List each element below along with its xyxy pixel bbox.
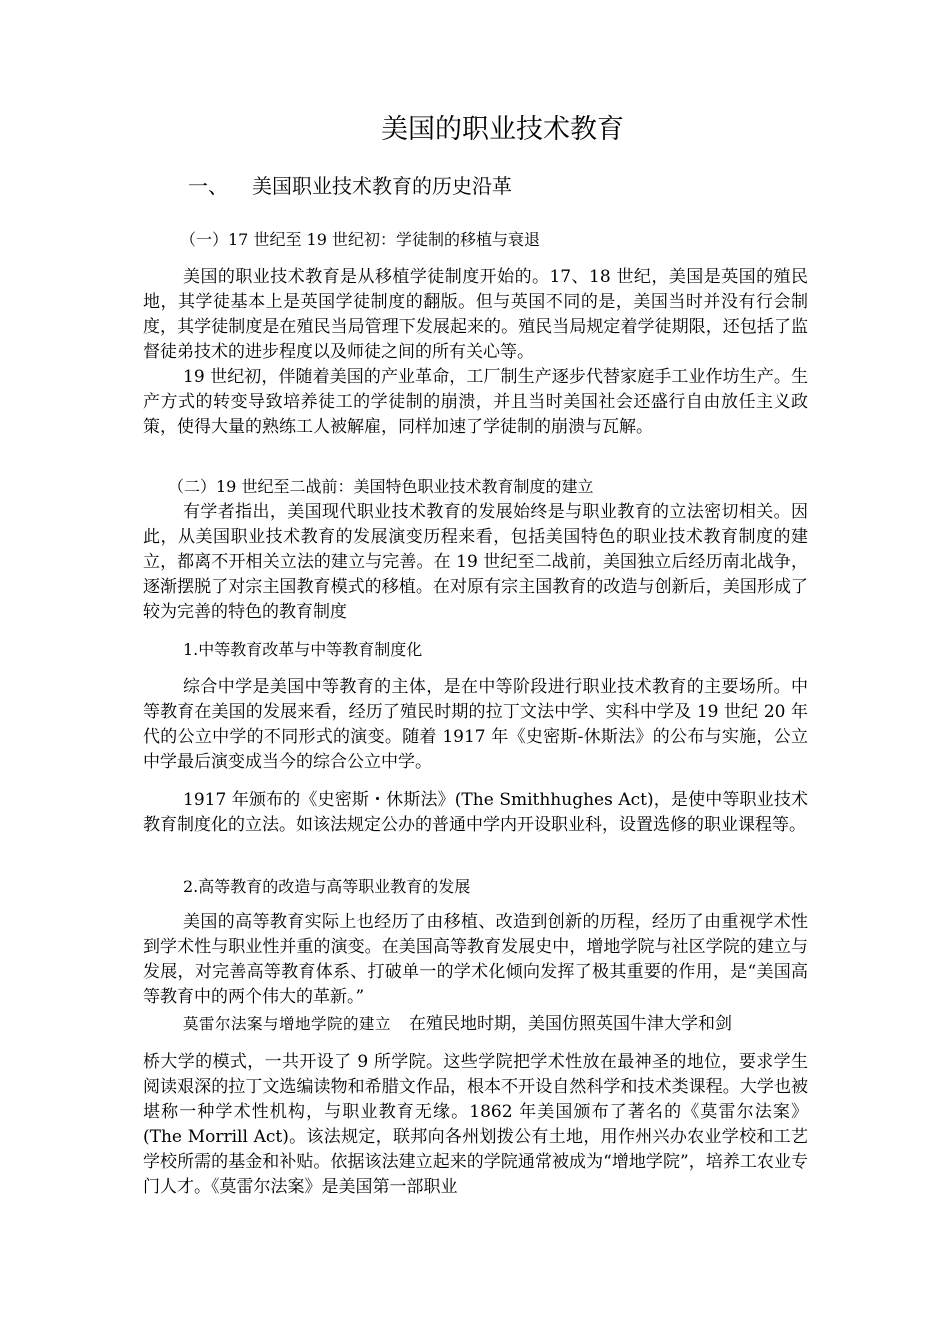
document-title: 美国的职业技术教育	[381, 114, 624, 145]
paragraph-7-lead: 在殖民地时期，美国仿照英国牛津大学和剑	[409, 1014, 733, 1034]
list-item-heading-2: 2.高等教育的改造与高等职业教育的发展	[183, 877, 471, 896]
paragraph-4: 综合中学是美国中等教育的主体，是在中等阶段进行职业技术教育的主要场所。中等教育在美国的发展来看，经历了殖民时期的拉丁文法中学、实科中学及 19 世纪 20 年代的公立中学的不同形式的演变。随着 1917 年《史密斯-休斯法》的公布与实施，公立中学最后演变成当今的综合公立中学。	[143, 677, 808, 772]
paragraph-2: 19 世纪初，伴随着美国的产业革命，工厂制生产逐步代替家庭手工业作坊生产。生产方式的转变导致培养徒工的学徒制的崩溃，并且当时美国社会还盛行自由放任主义政策，使得大量的熟练工人被解雇，同样加速了学徒制的崩溃与瓦解。	[143, 367, 808, 437]
section-heading-text: 美国职业技术教育的历史沿革	[252, 174, 512, 198]
paragraph-8: 桥大学的模式，一共开设了 9 所学院。这些学院把学术性放在最神圣的地位，要求学生阅读艰深的拉丁文选编读物和希腊文作品，根本不开设自然科学和技术类课程。大学也被堪称一种学术性机构，与职业教育无缘。1862 年美国颁布了著名的《莫雷尔法案》(The Morrill Act)。该法规定，联邦向各州划拨公有土地，用作州兴办农业学校和工艺学校所需的基金和补贴。依据该法建立起来的学院通常被成为“增地学院”，培养工农业专门人才。《莫雷尔法案》是美国第一部职业	[143, 1052, 808, 1197]
subsection-heading-2: （二）19 世纪至二战前：美国特色职业技术教育制度的建立	[168, 477, 594, 496]
paragraph-6: 美国的高等教育实际上也经历了由移植、改造到创新的历程，经历了由重视学术性到学术性与职业性并重的演变。在美国高等教育发展史中，增地学院与社区学院的建立与发展，对完善高等教育体系、打破单一的学术化倾向发挥了极其重要的作用，是“美国高等教育中的两个伟大的革新。”	[143, 912, 808, 1007]
subsection-heading-1: （一）17 世纪至 19 世纪初：学徒制的移植与衰退	[180, 230, 540, 249]
list-item-heading-1: 1.中等教育改革与中等教育制度化	[183, 640, 423, 659]
section-heading	[188, 171, 512, 201]
inline-heading: 莫雷尔法案与增地学院的建立	[183, 1015, 392, 1033]
paragraph-1: 美国的职业技术教育是从移植学徒制度开始的。17、18 世纪，美国是英国的殖民地，其学徒基本上是英国学徒制度的翻版。但与英国不同的是，美国当时并没有行会制度，其学徒制度是在殖民当局管理下发展起来的。殖民当局规定着学徒期限，还包括了监督徒弟技术的进步程度以及师徒之间的所有关心等。	[143, 267, 808, 362]
paragraph-5: 1917 年颁布的《史密斯・休斯法》(The Smithhughes Act)，是使中等职业技术教育制度化的立法。如该法规定公办的普通中学内开设职业科，设置选修的职业课程等。	[143, 790, 808, 835]
paragraph-7	[143, 1012, 808, 1037]
paragraph-3: 有学者指出，美国现代职业技术教育的发展始终是与职业教育的立法密切相关。因此，从美国职业技术教育的发展演变历程来看，包括美国特色的职业技术教育制度的建立，都离不开相关立法的建立与完善。在 19 世纪至二战前，美国独立后经历南北战争，逐渐摆脱了对宗主国教育模式的移植。在对原有宗主国教育的改造与创新后，美国形成了较为完善的特色的教育制度	[143, 502, 808, 622]
section-number: 一、	[188, 174, 228, 198]
